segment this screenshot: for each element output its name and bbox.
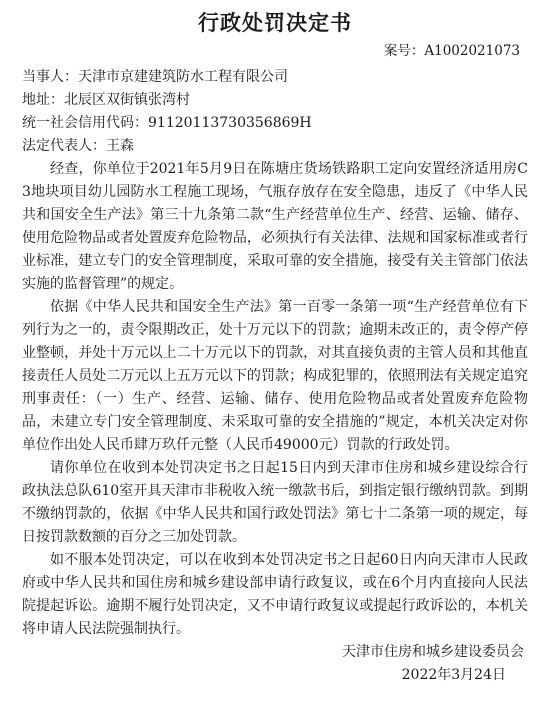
- paragraph-appeal: 如不服本处罚决定，可以在收到本处罚决定书之日起60日内向天津市人民政府或中华人民共和国住房和城乡建设部申请行政复议，或在6个月内直接向人民法院提起诉讼。逾期不履行处罚决定，又不申请行政复议或提起行政诉讼的，本机关将申请人民法院强制执行。: [22, 552, 528, 637]
- paragraph-payment: 请你单位在收到本处罚决定书之日起15日内到天津市住房和城乡建设综合行政执法总队610室开具天津市非税收入统一缴款书后，到指定银行缴纳罚款。到期不缴纳罚款的，依据《中华人民共和国行政处罚法》第七十二条第一项的规定，每日按罚款数额的百分之三加处罚款。: [22, 460, 528, 545]
- document-title: 行政处罚决定书: [198, 11, 352, 35]
- issue-date: 2022年3月24日: [401, 667, 506, 683]
- party-name: 当事人：天津市京建建筑防水工程有限公司: [22, 69, 288, 85]
- party-address: 地址：北辰区双街镇张湾村: [22, 92, 190, 108]
- credit-code: 统一社会信用代码：91120113730356869H: [22, 115, 312, 131]
- paragraph-findings: 经查，你单位于2021年5月9日在陈塘庄货场铁路职工定向安置经济适用房C3地块项目幼儿园防水工程施工现场，气瓶存放存在安全隐患，违反了《中华人民共和国安全生产法》第三十九条第二款“生产经营单位生产、经营、运输、储存、使用危险物品或者处置废弃危险物品，必须执行有关法律、法规和国家标准或者行业标准，建立专门的安全管理制度，采取可靠的安全措施，接受有关主管部门依法实施的监督管理”的规定。: [22, 161, 528, 292]
- issuing-authority: 天津市住房和城乡建设委员会: [342, 644, 524, 660]
- case-number: 案号：A1002021073: [383, 43, 520, 59]
- legal-representative: 法定代表人：王森: [22, 138, 134, 154]
- paragraph-legal-basis: 依据《中华人民共和国安全生产法》第一百零一条第一项“生产经营单位有下列行为之一的，责令限期改正，处十万元以下的罚款；逾期未改正的，责令停产停业整顿，并处十万元以上二十万元以下的罚款，对其直接负责的主管人员和其他直接责任人员处二万元以上五万元以下的罚款；构成犯罪的，依照刑法有关规定追究刑事责任：（一）生产、经营、运输、储存、使用危险物品或者处置废弃危险物品，未建立专门安全管理制度、未采取可靠的安全措施的”规定，本机关决定对你单位作出处人民币肆万玖仟元整（人民币49000元）罚款的行政处罚。: [22, 299, 528, 453]
